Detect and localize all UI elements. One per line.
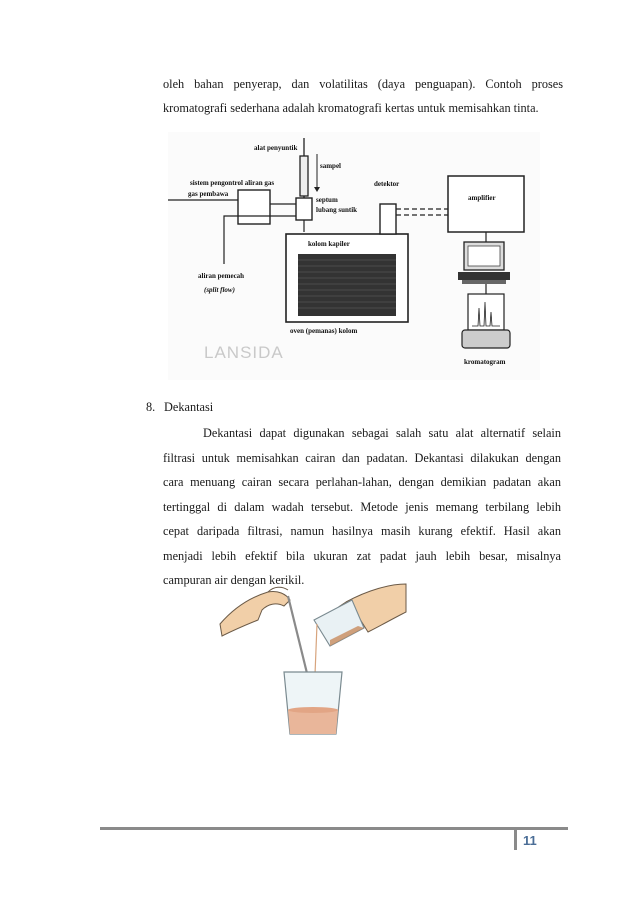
gas-chromatography-diagram bbox=[168, 132, 540, 380]
flow-controller-box bbox=[238, 190, 270, 224]
label-alat-penyuntik: alat penyuntik bbox=[254, 144, 298, 152]
footer-separator bbox=[514, 830, 517, 850]
label-aliran-pemecah: aliran pemecah bbox=[198, 272, 245, 280]
label-oven: oven (pemanas) kolom bbox=[290, 327, 358, 335]
intro-line-1: oleh bahan penyerap, dan volatilitas (daya penguapan). Contoh proses bbox=[163, 77, 563, 91]
amplifier-box bbox=[448, 176, 524, 232]
paragraph-line: cepat daripada filtrasi, namun hasilnya masih kurang efektif. Hasil akan bbox=[163, 524, 561, 538]
label-amplifier: amplifier bbox=[468, 194, 496, 202]
watermark: LANSIDA bbox=[204, 343, 284, 362]
label-kolom-kapiler: kolom kapiler bbox=[308, 240, 350, 248]
label-septum: septum bbox=[316, 196, 338, 204]
intro-paragraph bbox=[163, 72, 563, 120]
page-number: 11 bbox=[523, 833, 537, 848]
label-lubang-suntik: lubang suntik bbox=[316, 206, 358, 214]
paragraph-line: cara menuang cairan secara perlahan-lahan, dengan demikian padatan akan bbox=[163, 475, 561, 489]
decantation-illustration bbox=[218, 580, 408, 738]
label-split-flow: (split flow) bbox=[204, 286, 235, 294]
syringe-icon bbox=[300, 138, 308, 206]
label-detektor: detektor bbox=[374, 180, 400, 188]
detector-box bbox=[380, 204, 396, 234]
paragraph-line: filtrasi untuk memisahkan cairan dan padatan. Dekantasi dilakukan dengan bbox=[163, 450, 561, 465]
injector-port bbox=[296, 198, 312, 220]
section-paragraph bbox=[163, 421, 561, 593]
computer-icon bbox=[458, 242, 510, 284]
label-gas-pembawa: gas pembawa bbox=[188, 190, 229, 198]
paragraph-line: Dekantasi dapat digunakan sebagai salah satu alat alternatif selain bbox=[203, 426, 561, 440]
paragraph-line: tertinggal di dalam wadah tersebut. Metode jenis memang terbilang lebih bbox=[163, 499, 561, 514]
paragraph-line: menjadi lebih efektif bila ukuran zat padat jauh lebih besar, misalnya bbox=[163, 548, 561, 563]
section-title: Dekantasi bbox=[164, 400, 214, 414]
printer-icon bbox=[462, 294, 510, 348]
paragraph-line: campuran air dengan kerikil. bbox=[163, 573, 305, 587]
intro-line-2: kromatografi sederhana adalah kromatografi kertas untuk memisahkan tinta. bbox=[163, 101, 539, 115]
label-kromatogram: kromatogram bbox=[464, 358, 506, 366]
receiving-glass bbox=[284, 672, 342, 734]
section-number: 8. bbox=[146, 400, 156, 414]
capillary-column bbox=[298, 254, 396, 316]
section-heading bbox=[146, 400, 213, 415]
left-hand-icon bbox=[220, 587, 290, 636]
label-sampel: sampel bbox=[320, 162, 341, 170]
label-sistem-pengontrol: sistem pengontrol aliran gas bbox=[190, 179, 275, 187]
footer-rule bbox=[100, 827, 568, 830]
